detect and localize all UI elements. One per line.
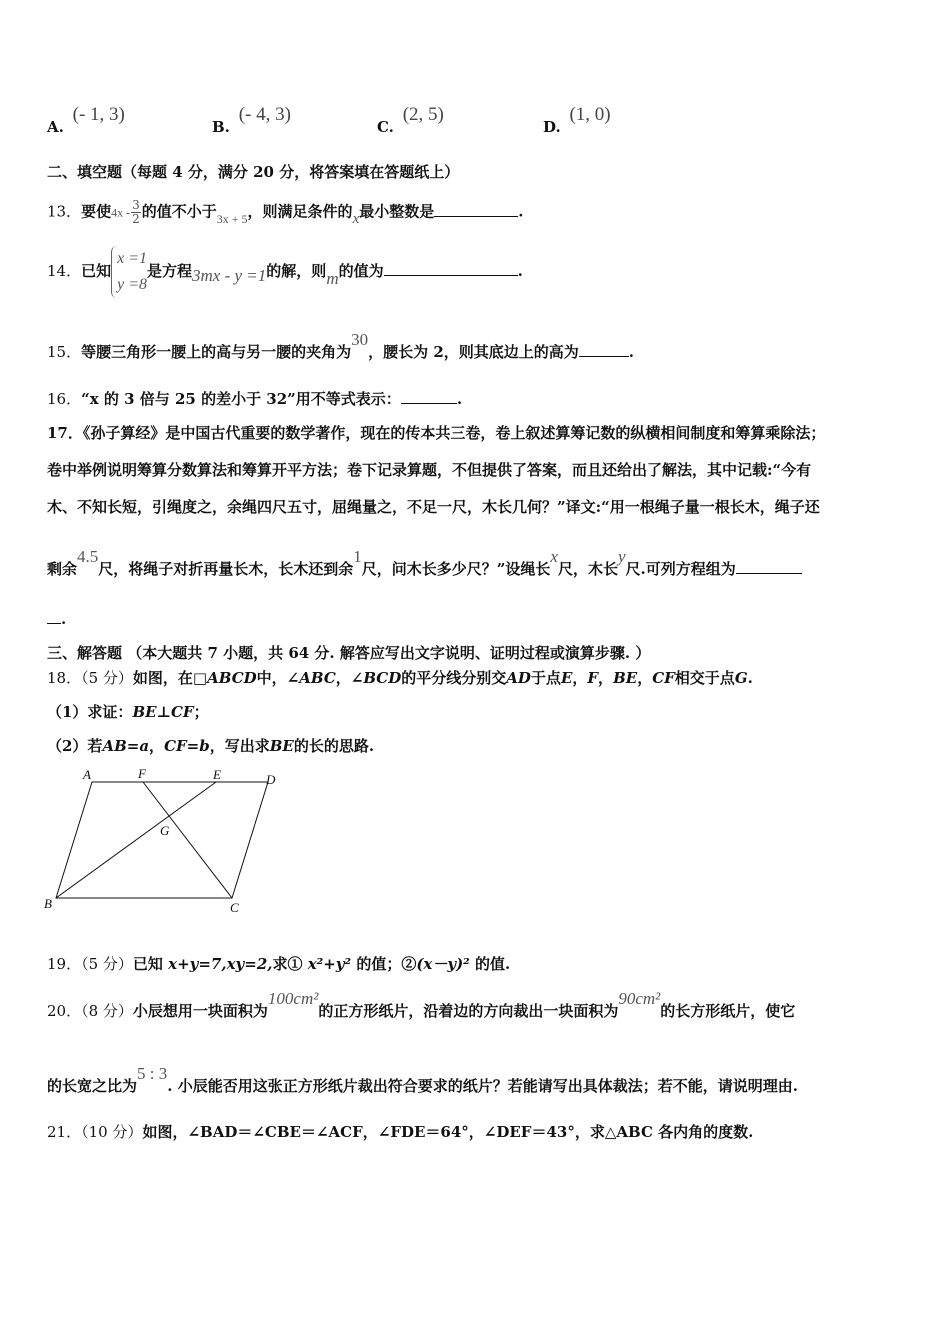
- q18-abcd: ABCD: [207, 669, 257, 687]
- question-21: [47, 1122, 753, 1142]
- q18-comma-1: ，: [572, 669, 588, 687]
- q14-text-4: 的值为: [338, 262, 384, 280]
- q19-expr-3: (x－y)²: [416, 955, 470, 973]
- q16-answer-blank[interactable]: [401, 389, 457, 404]
- q13-text-4: 最小整数是: [359, 202, 435, 221]
- question-20: [47, 989, 796, 1021]
- q13-number: 13．: [47, 202, 82, 221]
- q21-text: 如图，∠BAD＝∠CBE＝∠ACF，∠FDE＝64°，∠DEF＝43°，求△ABC 各内角的度数.: [142, 1123, 754, 1141]
- q18-part-2-ab: AB=a: [102, 737, 150, 755]
- option-b-label: B.: [212, 118, 230, 136]
- q13-end: .: [518, 202, 524, 221]
- q15-text-1: 等腰三角形一腰上的高与另一腰的夹角为: [81, 343, 352, 361]
- q18-comma-3: ，: [637, 669, 653, 687]
- q18-part-2-be: BE: [269, 737, 294, 755]
- q17-text-b: 尺，将绳子对折再量长木，长木还到余: [98, 560, 354, 578]
- q17-text-c: 尺，问木长多少尺？”设绳长: [361, 560, 551, 578]
- q13-text-1: 要使: [81, 202, 112, 221]
- q21-number: 21．: [47, 1123, 82, 1141]
- q17-text-a: 剩余: [47, 560, 78, 578]
- option-a-label: A.: [47, 118, 64, 136]
- q17-line-4: [47, 547, 802, 579]
- q19-score: （5 分）: [81, 955, 133, 973]
- q13-var-x: x: [352, 210, 360, 227]
- parallelogram-abcd: [56, 782, 268, 898]
- label-f: F: [138, 766, 146, 781]
- q17-line-1: 17．《孙子算经》是中国古代重要的数学著作，现在的传本共三卷，卷上叙述算筹记数的纵横相间制度和筹算乘除法；: [47, 424, 826, 442]
- q18-part-1-end: ；: [193, 703, 209, 721]
- q18-e: E: [560, 669, 573, 687]
- q20-ratio: 5 : 3: [137, 1064, 168, 1083]
- option-c-value: (2, 5): [402, 104, 444, 125]
- option-b-value: (- 4, 3): [238, 104, 291, 125]
- q18-text-2: 中，∠: [256, 669, 300, 687]
- q15-answer-blank[interactable]: [579, 342, 629, 357]
- option-a-value: (- 1, 3): [72, 104, 125, 125]
- q14-answer-blank[interactable]: [384, 261, 518, 276]
- q13-answer-blank[interactable]: [434, 202, 518, 217]
- q20-score: （8 分）: [81, 1002, 133, 1020]
- label-e: E: [213, 767, 221, 782]
- q18-part-1-label: （1）求证：: [47, 703, 133, 721]
- q19-text-2: 求①: [272, 955, 308, 973]
- question-19: [47, 954, 510, 974]
- q16-number: 16．: [47, 390, 82, 408]
- q14-equation: 3mx - y =1: [192, 266, 267, 285]
- q18-number: 18．: [47, 669, 82, 687]
- q13-text-2: 的值不小于: [141, 202, 217, 221]
- question-14: [47, 246, 523, 298]
- q14-number: 14．: [47, 262, 82, 280]
- q17-line-5: [47, 609, 66, 629]
- q15-number: 15．: [47, 343, 82, 361]
- q17-line-3: 木、不知长短，引绳度之，余绳四尺五寸，屈绳量之，不足一尺，木长几何？”译文:“用一根绳子量一根长木，绳子还: [47, 498, 820, 516]
- q19-text-4: 的值.: [469, 955, 511, 973]
- q15-end: .: [628, 343, 635, 361]
- q14-system: [111, 246, 147, 298]
- option-b: [212, 104, 291, 136]
- section-3-title: 三、解答题 （本大题共 7 小题，共 64 分. 解答应写出文字说明、证明过程或演算步骤. ）: [47, 644, 651, 662]
- q13-expr-a: 4x -: [111, 205, 131, 220]
- q19-text-1: 已知: [132, 955, 169, 973]
- q17-value-4-5: 4.5: [77, 547, 99, 566]
- q16-text: “x 的 3 倍与 25 的差小于 32”用不等式表示：: [81, 390, 401, 408]
- q14-text-1: 已知: [81, 262, 112, 280]
- q15-angle: 30: [351, 330, 369, 349]
- q13-expr-b: 3x + 5: [216, 211, 248, 226]
- q21-score: （10 分）: [81, 1123, 143, 1141]
- option-a: [47, 104, 125, 136]
- option-d: [543, 104, 611, 136]
- question-15: [47, 330, 635, 362]
- q17-value-1: 1: [353, 547, 362, 566]
- q20-area-100: 100cm²: [267, 989, 319, 1008]
- q19-number: 19．: [47, 955, 82, 973]
- q18-abc: ABC: [299, 669, 336, 687]
- label-a: A: [83, 767, 91, 782]
- q20-number: 20．: [47, 1002, 82, 1020]
- q19-expr-2: x²+y²: [307, 955, 352, 973]
- q18-part-2-end: 的长的思路.: [293, 737, 375, 755]
- q13-frac-num: 3: [132, 198, 140, 212]
- option-d-label: D.: [543, 118, 561, 136]
- q18-cf: CF: [652, 669, 675, 687]
- q18-comma-2: ，: [598, 669, 614, 687]
- parallelogram-figure: [40, 762, 300, 922]
- q14-text-2: 是方程: [147, 262, 193, 280]
- q18-g: G: [734, 669, 748, 687]
- q18-part-2-cf: CF=b: [164, 737, 210, 755]
- q18-ad: AD: [506, 669, 531, 687]
- q20-text-4: 的长宽之比为: [47, 1077, 138, 1095]
- q18-end: .: [747, 669, 753, 687]
- q20-text-5: . 小辰能否用这张正方形纸片裁出符合要求的纸片？若能请写出具体裁法；若不能，请说明理由.: [167, 1077, 798, 1095]
- q15-text-2: ，腰长为 2，则其底边上的高为: [368, 343, 579, 361]
- section-2-title: 二、填空题（每题 4 分，满分 20 分，将答案填在答题纸上）: [47, 163, 460, 181]
- question-13: [47, 199, 523, 226]
- segment-cf: [143, 782, 232, 898]
- q20-text-3: 的长方形纸片，使它: [660, 1002, 796, 1020]
- label-b: B: [44, 896, 52, 911]
- question-18: [47, 668, 753, 688]
- q14-var-m: m: [326, 269, 339, 288]
- q18-score: （5 分）: [81, 669, 133, 687]
- q17-answer-blank-cont[interactable]: [47, 609, 61, 624]
- q18-bcd: BCD: [363, 669, 402, 687]
- q13-fraction: [131, 199, 141, 226]
- label-d: D: [266, 772, 276, 787]
- q14-system-line-2: y =8: [117, 276, 148, 293]
- q18-text-6: 相交于点: [674, 669, 735, 687]
- label-g: G: [160, 823, 170, 838]
- q18-part-2-label: （2）若: [47, 737, 103, 755]
- q18-part-2-comma: ，: [149, 737, 165, 755]
- q20-text-2: 的正方形纸片，沿着边的方向裁出一块面积为: [318, 1002, 619, 1020]
- q17-text-e: 尺.可列方程组为: [625, 560, 736, 578]
- q13-frac-den: 2: [132, 212, 140, 226]
- q16-end: .: [456, 390, 463, 408]
- option-d-value: (1, 0): [569, 104, 611, 125]
- question-20-cont: [47, 1064, 798, 1096]
- question-16: [47, 389, 462, 409]
- q18-text-5: 于点: [530, 669, 561, 687]
- label-c: C: [230, 900, 239, 915]
- q20-area-90: 90cm²: [618, 989, 661, 1008]
- q20-text-1: 小辰想用一块面积为: [132, 1002, 268, 1020]
- q17-var-x: x: [550, 547, 558, 566]
- q17-end: .: [61, 610, 67, 628]
- option-c: [377, 104, 444, 136]
- q18-part-1: [47, 702, 209, 722]
- q18-part-1-expr: BE⊥CF: [132, 703, 194, 721]
- option-c-label: C.: [377, 118, 394, 136]
- q14-text-3: 的解，则: [266, 262, 327, 280]
- q14-system-line-1: x =1: [117, 250, 148, 267]
- q17-answer-blank[interactable]: [736, 559, 802, 574]
- q19-expr-1: x+y=7,xy=2,: [168, 955, 273, 973]
- q18-part-2: [47, 736, 374, 756]
- q14-end: .: [517, 262, 523, 280]
- q18-part-2-text: ，写出求: [209, 737, 270, 755]
- q13-text-3: ，则满足条件的: [247, 202, 353, 221]
- segment-be: [56, 782, 216, 898]
- q19-text-3: 的值；②: [351, 955, 417, 973]
- q18-f: F: [587, 669, 599, 687]
- q17-var-y: y: [617, 547, 626, 566]
- q18-text-1: 如图，在□: [132, 669, 208, 687]
- q17-line-2: 卷中举例说明筹算分数算法和筹算开平方法；卷下记录算题，不但提供了答案，而且还给出了解法，其中记载:“今有: [47, 461, 812, 479]
- q18-text-3: ，∠: [335, 669, 364, 687]
- q17-text-d: 尺，木长: [557, 560, 618, 578]
- q18-be: BE: [613, 669, 638, 687]
- q18-text-4: 的平分线分别交: [401, 669, 507, 687]
